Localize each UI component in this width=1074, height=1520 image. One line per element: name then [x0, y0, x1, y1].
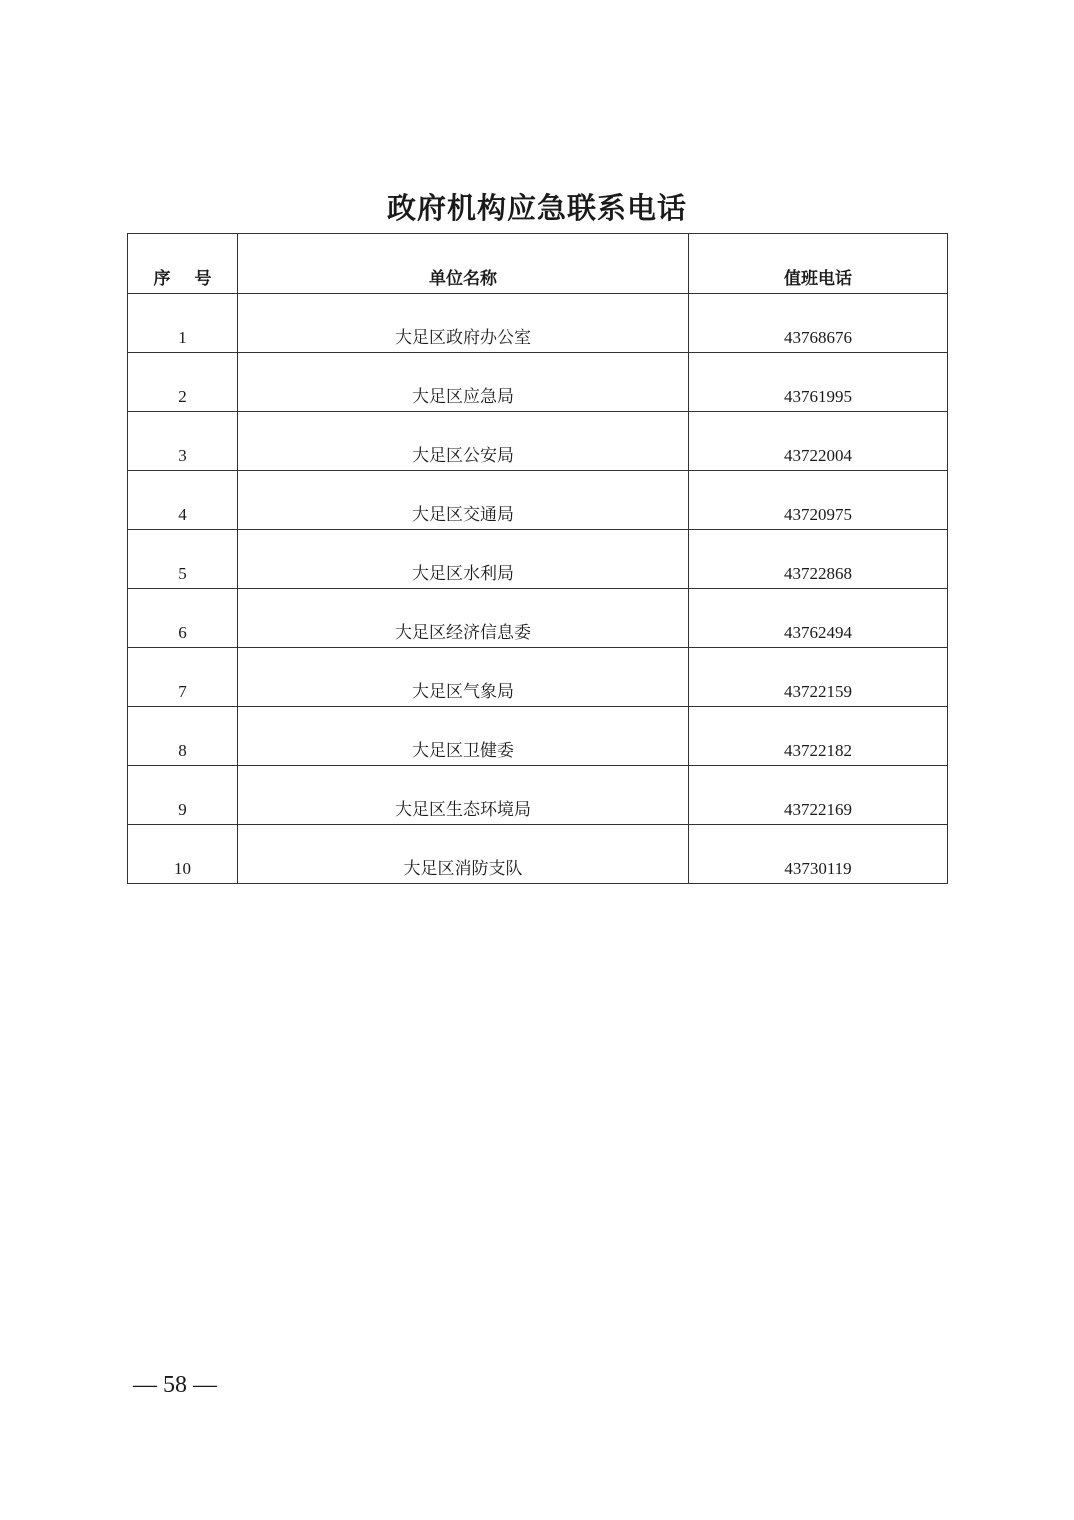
- row-unit-name: 大足区经济信息委: [238, 589, 689, 648]
- header-duty-phone: 值班电话: [689, 234, 948, 294]
- row-number: 1: [128, 294, 238, 353]
- table-row: [128, 530, 948, 589]
- row-phone: 43722169: [689, 766, 948, 825]
- row-number: 8: [128, 707, 238, 766]
- row-number: 4: [128, 471, 238, 530]
- row-unit-name: 大足区水利局: [238, 530, 689, 589]
- header-unit-name: 单位名称: [238, 234, 689, 294]
- row-phone: 43762494: [689, 589, 948, 648]
- row-phone: 43722004: [689, 412, 948, 471]
- row-number: 5: [128, 530, 238, 589]
- row-number: 7: [128, 648, 238, 707]
- row-phone: 43768676: [689, 294, 948, 353]
- row-number: 9: [128, 766, 238, 825]
- header-serial-number: [128, 234, 238, 294]
- header-serial-number-label: 序号: [153, 269, 236, 289]
- row-phone: 43720975: [689, 471, 948, 530]
- table-row: [128, 294, 948, 353]
- table-row: [128, 353, 948, 412]
- row-number: 3: [128, 412, 238, 471]
- row-unit-name: 大足区应急局: [238, 353, 689, 412]
- page-number: — 58 —: [133, 1372, 217, 1398]
- row-number: 2: [128, 353, 238, 412]
- table-header-row: [128, 234, 948, 294]
- row-phone: 43761995: [689, 353, 948, 412]
- row-unit-name: 大足区交通局: [238, 471, 689, 530]
- row-phone: 43722182: [689, 707, 948, 766]
- row-phone: 43722159: [689, 648, 948, 707]
- table-row: [128, 412, 948, 471]
- table-row: [128, 471, 948, 530]
- table-row: [128, 589, 948, 648]
- row-phone: 43722868: [689, 530, 948, 589]
- table-row: [128, 766, 948, 825]
- row-unit-name: 大足区卫健委: [238, 707, 689, 766]
- row-number: 6: [128, 589, 238, 648]
- row-unit-name: 大足区生态环境局: [238, 766, 689, 825]
- row-number: 10: [128, 825, 238, 884]
- row-unit-name: 大足区气象局: [238, 648, 689, 707]
- row-unit-name: 大足区政府办公室: [238, 294, 689, 353]
- document-title: 政府机构应急联系电话: [386, 191, 687, 225]
- contact-table: [127, 233, 948, 884]
- table-row: [128, 707, 948, 766]
- row-unit-name: 大足区消防支队: [238, 825, 689, 884]
- row-unit-name: 大足区公安局: [238, 412, 689, 471]
- table-row: [128, 825, 948, 884]
- row-phone: 43730119: [689, 825, 948, 884]
- table-row: [128, 648, 948, 707]
